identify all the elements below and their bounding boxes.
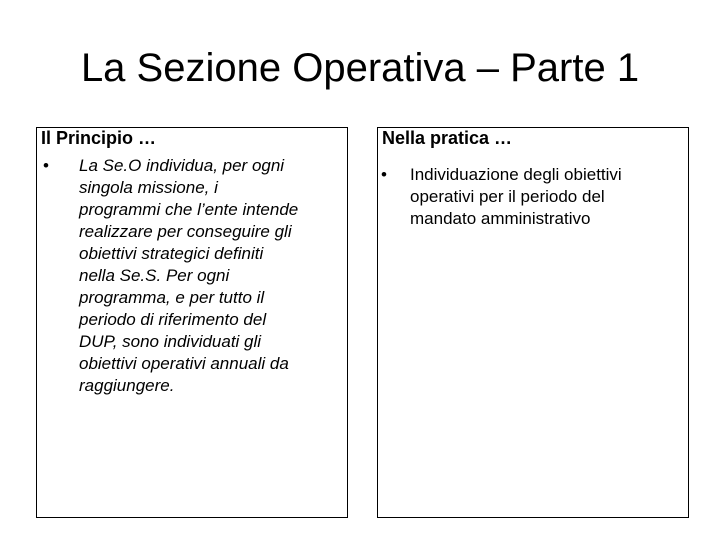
practice-bullet-list [381, 164, 686, 230]
principle-bullet-line: obiettivi operativi annuali da [79, 354, 289, 373]
principle-bullet-line: obiettivi strategici definiti [79, 244, 264, 263]
practice-bullet-line: operativi per il periodo del [410, 187, 605, 206]
principle-bullet-line: singola missione, i [79, 178, 218, 197]
principle-bullet-line: DUP, sono individuati gli [79, 332, 262, 351]
practice-box [377, 127, 689, 518]
principle-heading: Il Principio … [41, 128, 157, 148]
principle-bullet-line: realizzare per conseguire gli [79, 222, 292, 241]
practice-bullet-line: Individuazione degli obiettivi [410, 165, 622, 184]
principle-bullet-line: raggiungere. [79, 376, 175, 395]
principle-bullet-line: programma, e per tutto il [79, 288, 265, 307]
practice-heading: Nella pratica … [382, 128, 513, 148]
bullet-marker: • [381, 165, 387, 184]
practice-bullet-item [381, 164, 686, 230]
principle-bullet-line: programmi che l’ente intende [79, 200, 299, 219]
principle-bullet-line: nella Se.S. Per ogni [79, 266, 230, 285]
bullet-marker: • [43, 156, 49, 175]
principle-bullet-line: periodo di riferimento del [79, 310, 267, 329]
principle-bullet-line: La Se.O individua, per ogni [79, 156, 285, 175]
practice-bullet-line: mandato amministrativo [410, 209, 591, 228]
principle-box [36, 127, 348, 518]
slide-title: La Sezione Operativa – Parte 1 [80, 46, 640, 90]
principle-bullet-list [43, 155, 343, 397]
principle-bullet-item [43, 155, 343, 397]
